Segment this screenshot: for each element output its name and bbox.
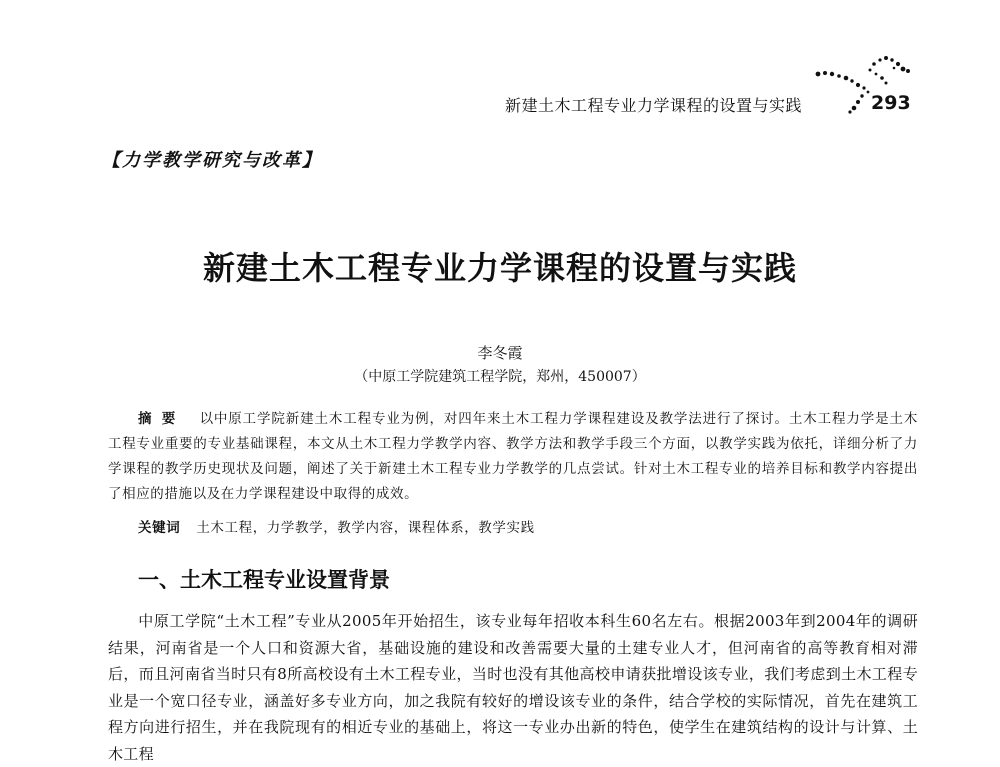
abstract-text: 以中原工学院新建土木工程专业为例，对四年来土木工程力学课程建设及教学法进行了探讨。土木工程力学是土木工程专业重要的专业基础课程，本文从土木工程力学教学内容、教学方法和教学手段三个方面，以教学实践为依托，详细分析了力学课程的教学历史现状及问题，阐述了关于新建土木工程专业力学教学的几点尝试。针对土木工程专业的培养目标和教学内容提出了相应的措施以及在力学课程建设中取得的成效。	[108, 411, 919, 502]
article-title: 新建土木工程专业力学课程的设置与实践	[202, 249, 797, 287]
page-number: 293	[871, 92, 911, 114]
column-tag: 【力学教学研究与改革】	[102, 150, 322, 171]
author-affiliation: （中原工学院建筑工程学院，郑州，450007）	[354, 369, 646, 385]
section-heading: 一、土木工程专业设置背景	[138, 568, 390, 592]
keywords-text: 土木工程，力学教学，教学内容，课程体系，教学实践	[196, 520, 535, 536]
body-paragraph-text: 中原工学院“土木工程”专业从2005年开始招生，该专业每年招收本科生60名左右。根据2003年到2004年的调研结果，河南省是一个人口和资源大省，基础设施的建设和改善需要大量的土建专业人才，但河南省的高等教育相对滞后，而且河南省当时只有8所高校设有土木工程专业，当时也没有其他高校申请获批增设该专业，我们考虑到土木工程专业是一个宽口径专业，涵盖好多专业方向，加之我院有较好的增设该专业的条件，结合学校的实际情况，首先在建筑工程方向进行招生，并在我院现有的相近专业的基础上，将这一专业办出新的特色，使学生在建筑结构的设计与计算、土木工程	[108, 612, 918, 763]
keywords-label: 关键词	[138, 520, 181, 536]
author-name: 李冬霞	[477, 344, 523, 362]
abstract-label: 摘要	[138, 411, 186, 427]
running-header	[0, 0, 1000, 130]
keywords	[138, 516, 535, 536]
running-title: 新建土木工程专业力学课程的设置与实践	[505, 96, 803, 115]
abstract	[108, 407, 918, 507]
body-paragraph	[108, 608, 918, 767]
